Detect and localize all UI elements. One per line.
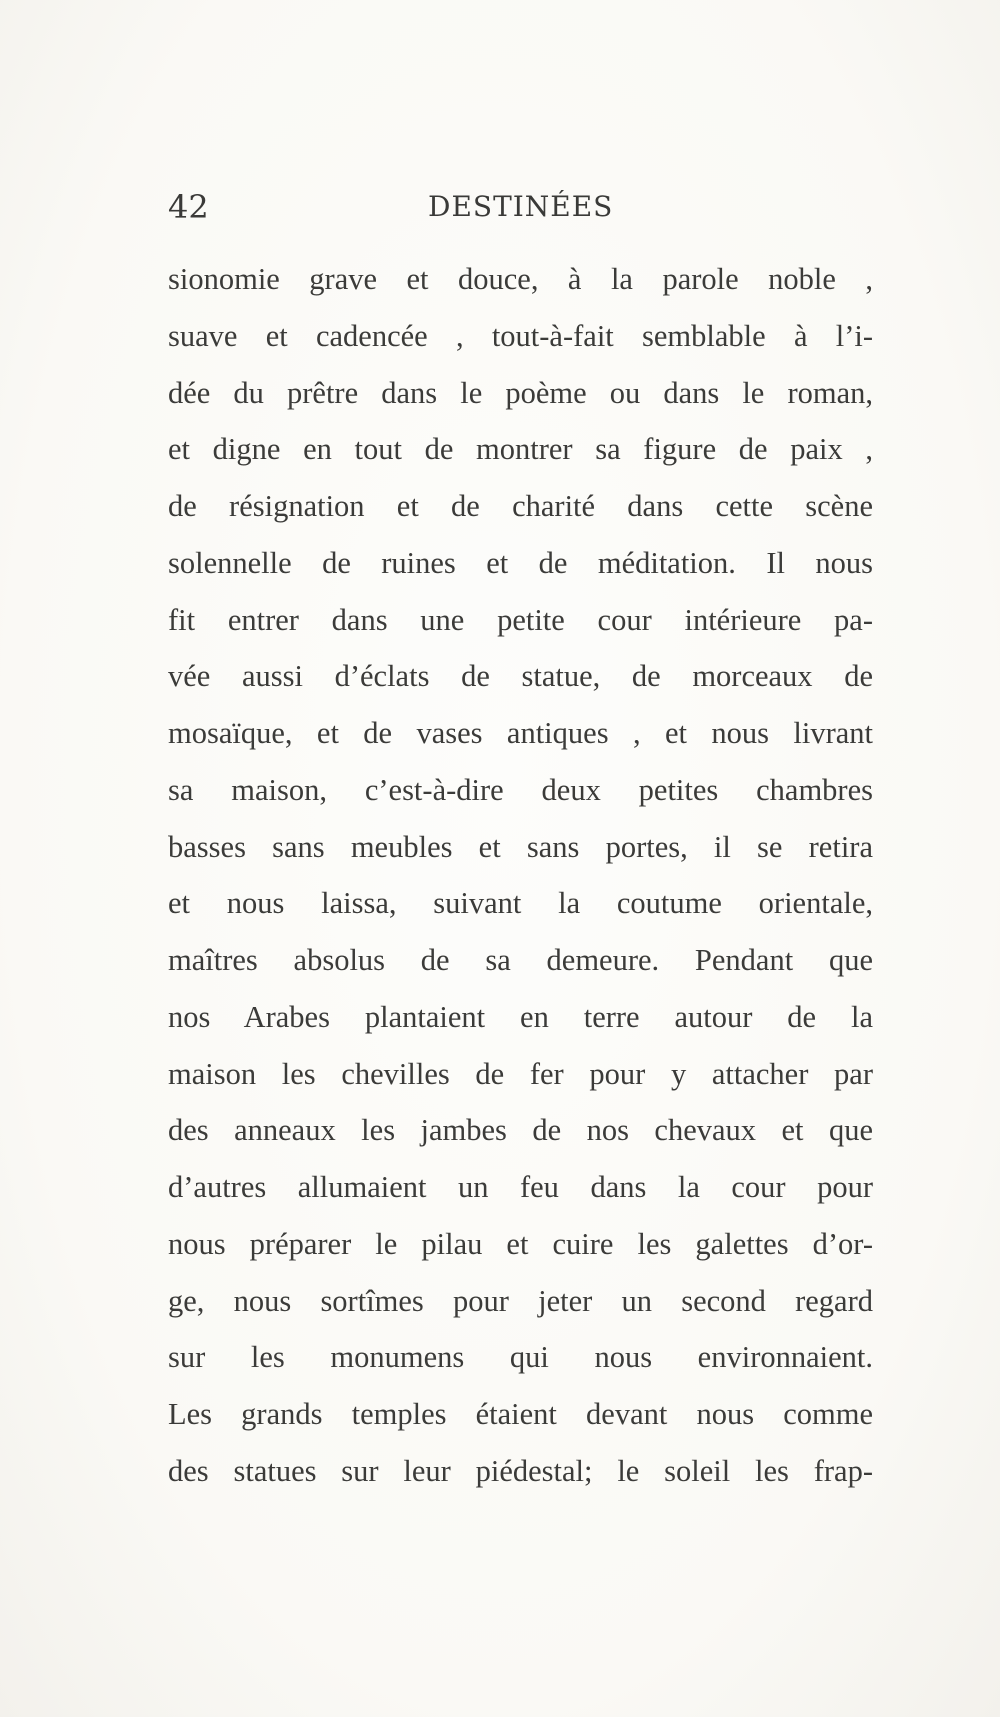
text-line: solennelle de ruines et de méditation. Il nous	[168, 545, 873, 580]
text-line: de résignation et de charité dans cette scène	[168, 489, 873, 523]
text-line: vée aussi d’éclats de statue, de morceaux de	[168, 659, 873, 694]
text-line: d’autres allumaient un feu dans la cour pour	[168, 1170, 873, 1204]
text-line: sionomie grave et douce, à la parole noble ,	[168, 262, 873, 296]
text-line: et nous laissa, suivant la coutume orientale,	[168, 886, 873, 921]
text-line: des statues sur leur piédestal; le soleil les frap-	[168, 1453, 873, 1488]
text-line: ge, nous sortîmes pour jeter un second regard	[168, 1283, 873, 1318]
text-line: nos Arabes plantaient en terre autour de la	[168, 999, 873, 1034]
text-line: sa maison, c’est-à-dire deux petites chambres	[168, 772, 873, 807]
text-line: nous préparer le pilau et cuire les galettes d’or-	[168, 1226, 873, 1261]
text-line: basses sans meubles et sans portes, il se retira	[168, 829, 873, 864]
text-line: et digne en tout de montrer sa figure de paix ,	[168, 432, 873, 467]
text-line: dée du prêtre dans le poème ou dans le roman,	[168, 375, 873, 410]
text-line: suave et cadencée , tout-à-fait semblable à l’i-	[168, 318, 873, 353]
text-line: maîtres absolus de sa demeure. Pendant que	[168, 943, 873, 977]
text-line: des anneaux les jambes de nos chevaux et que	[168, 1113, 873, 1148]
text-line: maison les chevilles de fer pour y attacher par	[168, 1056, 873, 1091]
running-title: DESTINÉES	[428, 190, 614, 223]
running-head	[168, 182, 873, 232]
page-number: 42	[168, 188, 209, 226]
text-line: fit entrer dans une petite cour intérieure pa-	[168, 602, 873, 637]
text-line: Les grands temples étaient devant nous comme	[168, 1397, 873, 1431]
text-line: sur les monumens qui nous environnaient.	[168, 1340, 873, 1375]
text-line: mosaïque, et de vases antiques , et nous livrant	[168, 716, 873, 750]
body-text	[168, 251, 873, 1500]
